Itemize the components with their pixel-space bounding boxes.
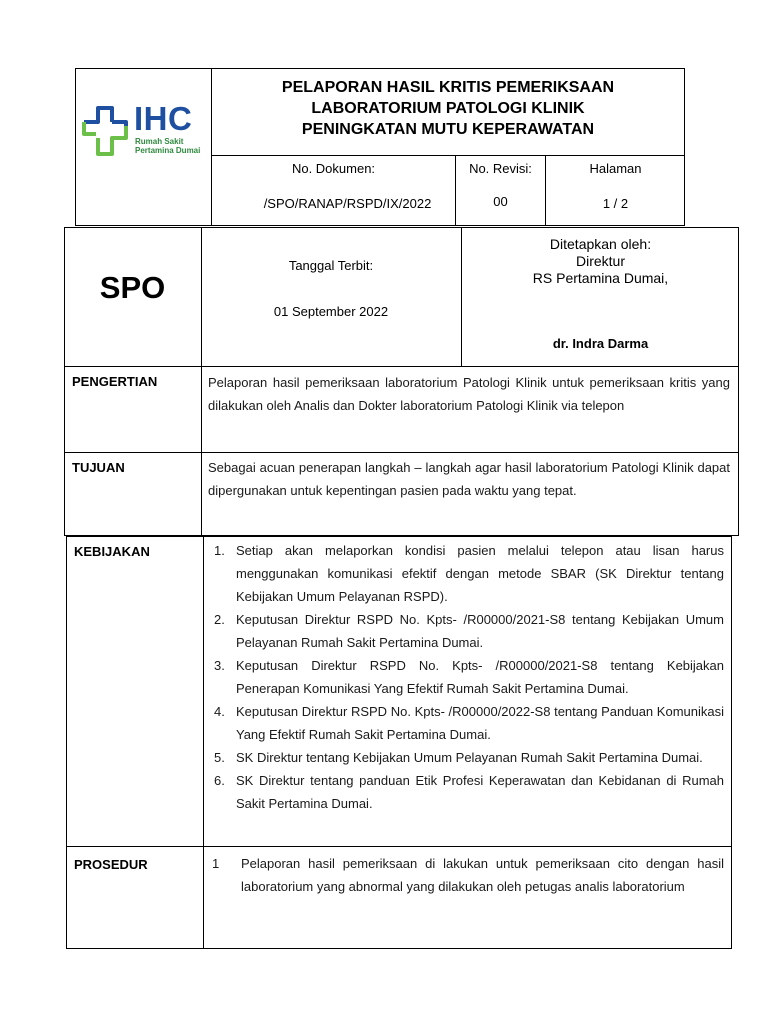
list-text: Keputusan Direktur RSPD No. Kpts- /R00000/2021-S8 tentang Kebijakan Umum Pelayanan Rumah Sakit Pertamina Dumai. (236, 612, 724, 650)
doc-number-label: No. Dokumen: (291, 161, 376, 176)
title-line-1: PELAPORAN HASIL KRITIS PEMERIKSAAN (281, 79, 615, 96)
section-label-prosedur: PROSEDUR (74, 857, 148, 872)
section-label-kebijakan: KEBIJAKAN (74, 544, 150, 559)
policy-divider (66, 846, 732, 847)
section-label-pengertian: PENGERTIAN (72, 374, 158, 389)
list-text: Pelaporan hasil pemeriksaan di lakukan untuk pemeriksaan cito dengan hasil laboratorium yang abnormal yang dilakukan oleh petugas analis laboratorium (241, 856, 724, 894)
logo-line1: Rumah Sakit (135, 137, 184, 146)
title-line-2: LABORATORIUM PATOLOGI KLINIK (311, 100, 585, 117)
pengertian-text: Pelaporan hasil pemeriksaan laboratorium Patologi Klinik untuk pemeriksaan kritis yang dilakukan oleh Analis dan Dokter laboratorium Patologi Klinik via telepon (208, 375, 730, 413)
list-item (214, 746, 724, 769)
spo-title: SPO (99, 270, 166, 305)
issue-date-value: 01 September 2022 (273, 304, 389, 319)
list-number: 2. (214, 612, 225, 627)
list-number: 5. (214, 750, 225, 765)
list-number: 6. (214, 773, 225, 788)
list-item (214, 769, 724, 815)
list-item (214, 654, 724, 700)
prosedur-list (212, 852, 724, 898)
header-divider (211, 155, 685, 156)
policy-divider (203, 536, 204, 949)
revision-value: 00 (493, 194, 508, 209)
list-number: 1 (212, 856, 220, 871)
spo-divider (64, 366, 739, 367)
tujuan-text: Sebagai acuan penerapan langkah – langkah agar hasil laboratorium Patologi Klinik dapat dipergunakan untuk kepentingan pasien pada waktu yang tepat. (208, 460, 730, 498)
approved-by-org: RS Pertamina Dumai, (532, 270, 669, 286)
list-text: Keputusan Direktur RSPD No. Kpts- /R00000/2022-S8 tentang Panduan Komunikasi Yang Efektif Rumah Sakit Pertamina Dumai. (236, 704, 724, 742)
list-text: Setiap akan melaporkan kondisi pasien melalui telepon atau lisan harus menggunakan komunikasi efektif dengan metode SBAR (SK Direktur tentang Kebijakan Umum Pelayanan RSPD). (236, 543, 724, 604)
hospital-logo (78, 100, 210, 164)
page-value: 1 / 2 (602, 196, 629, 211)
list-number: 4. (214, 704, 225, 719)
list-item (214, 608, 724, 654)
document-title (212, 77, 684, 140)
issue-date-label: Tanggal Terbit: (288, 258, 374, 273)
doc-number-value: /SPO/RANAP/RSPD/IX/2022 (263, 196, 432, 211)
list-text: SK Direktur tentang panduan Etik Profesi Keperawatan dan Kebidanan di Rumah Sakit Pertamina Dumai. (236, 773, 724, 811)
list-text: SK Direktur tentang Kebijakan Umum Pelayanan Rumah Sakit Pertamina Dumai. (236, 750, 703, 765)
approved-by-name: dr. Indra Darma (552, 336, 649, 351)
revision-label: No. Revisi: (469, 161, 532, 176)
logo-brand: IHC (134, 100, 193, 137)
approved-by-role: Direktur (575, 253, 625, 269)
logo-line2: Pertamina Dumai (135, 146, 201, 155)
kebijakan-list (214, 539, 724, 815)
spo-divider (64, 452, 739, 453)
section-label-tujuan: TUJUAN (72, 460, 125, 475)
list-item (212, 852, 724, 898)
list-number: 1. (214, 543, 225, 558)
page-label: Halaman (589, 161, 642, 176)
approved-by-label: Ditetapkan oleh: (549, 236, 652, 252)
list-number: 3. (214, 658, 225, 673)
ihc-cross-icon (78, 100, 134, 162)
list-item (214, 700, 724, 746)
list-text: Keputusan Direktur RSPD No. Kpts- /R00000/2021-S8 tentang Kebijakan Penerapan Komunikasi Yang Efektif Rumah Sakit Pertamina Dumai. (236, 658, 724, 696)
title-line-3: PENINGKATAN MUTU KEPERAWATAN (301, 121, 595, 138)
list-item (214, 539, 724, 608)
